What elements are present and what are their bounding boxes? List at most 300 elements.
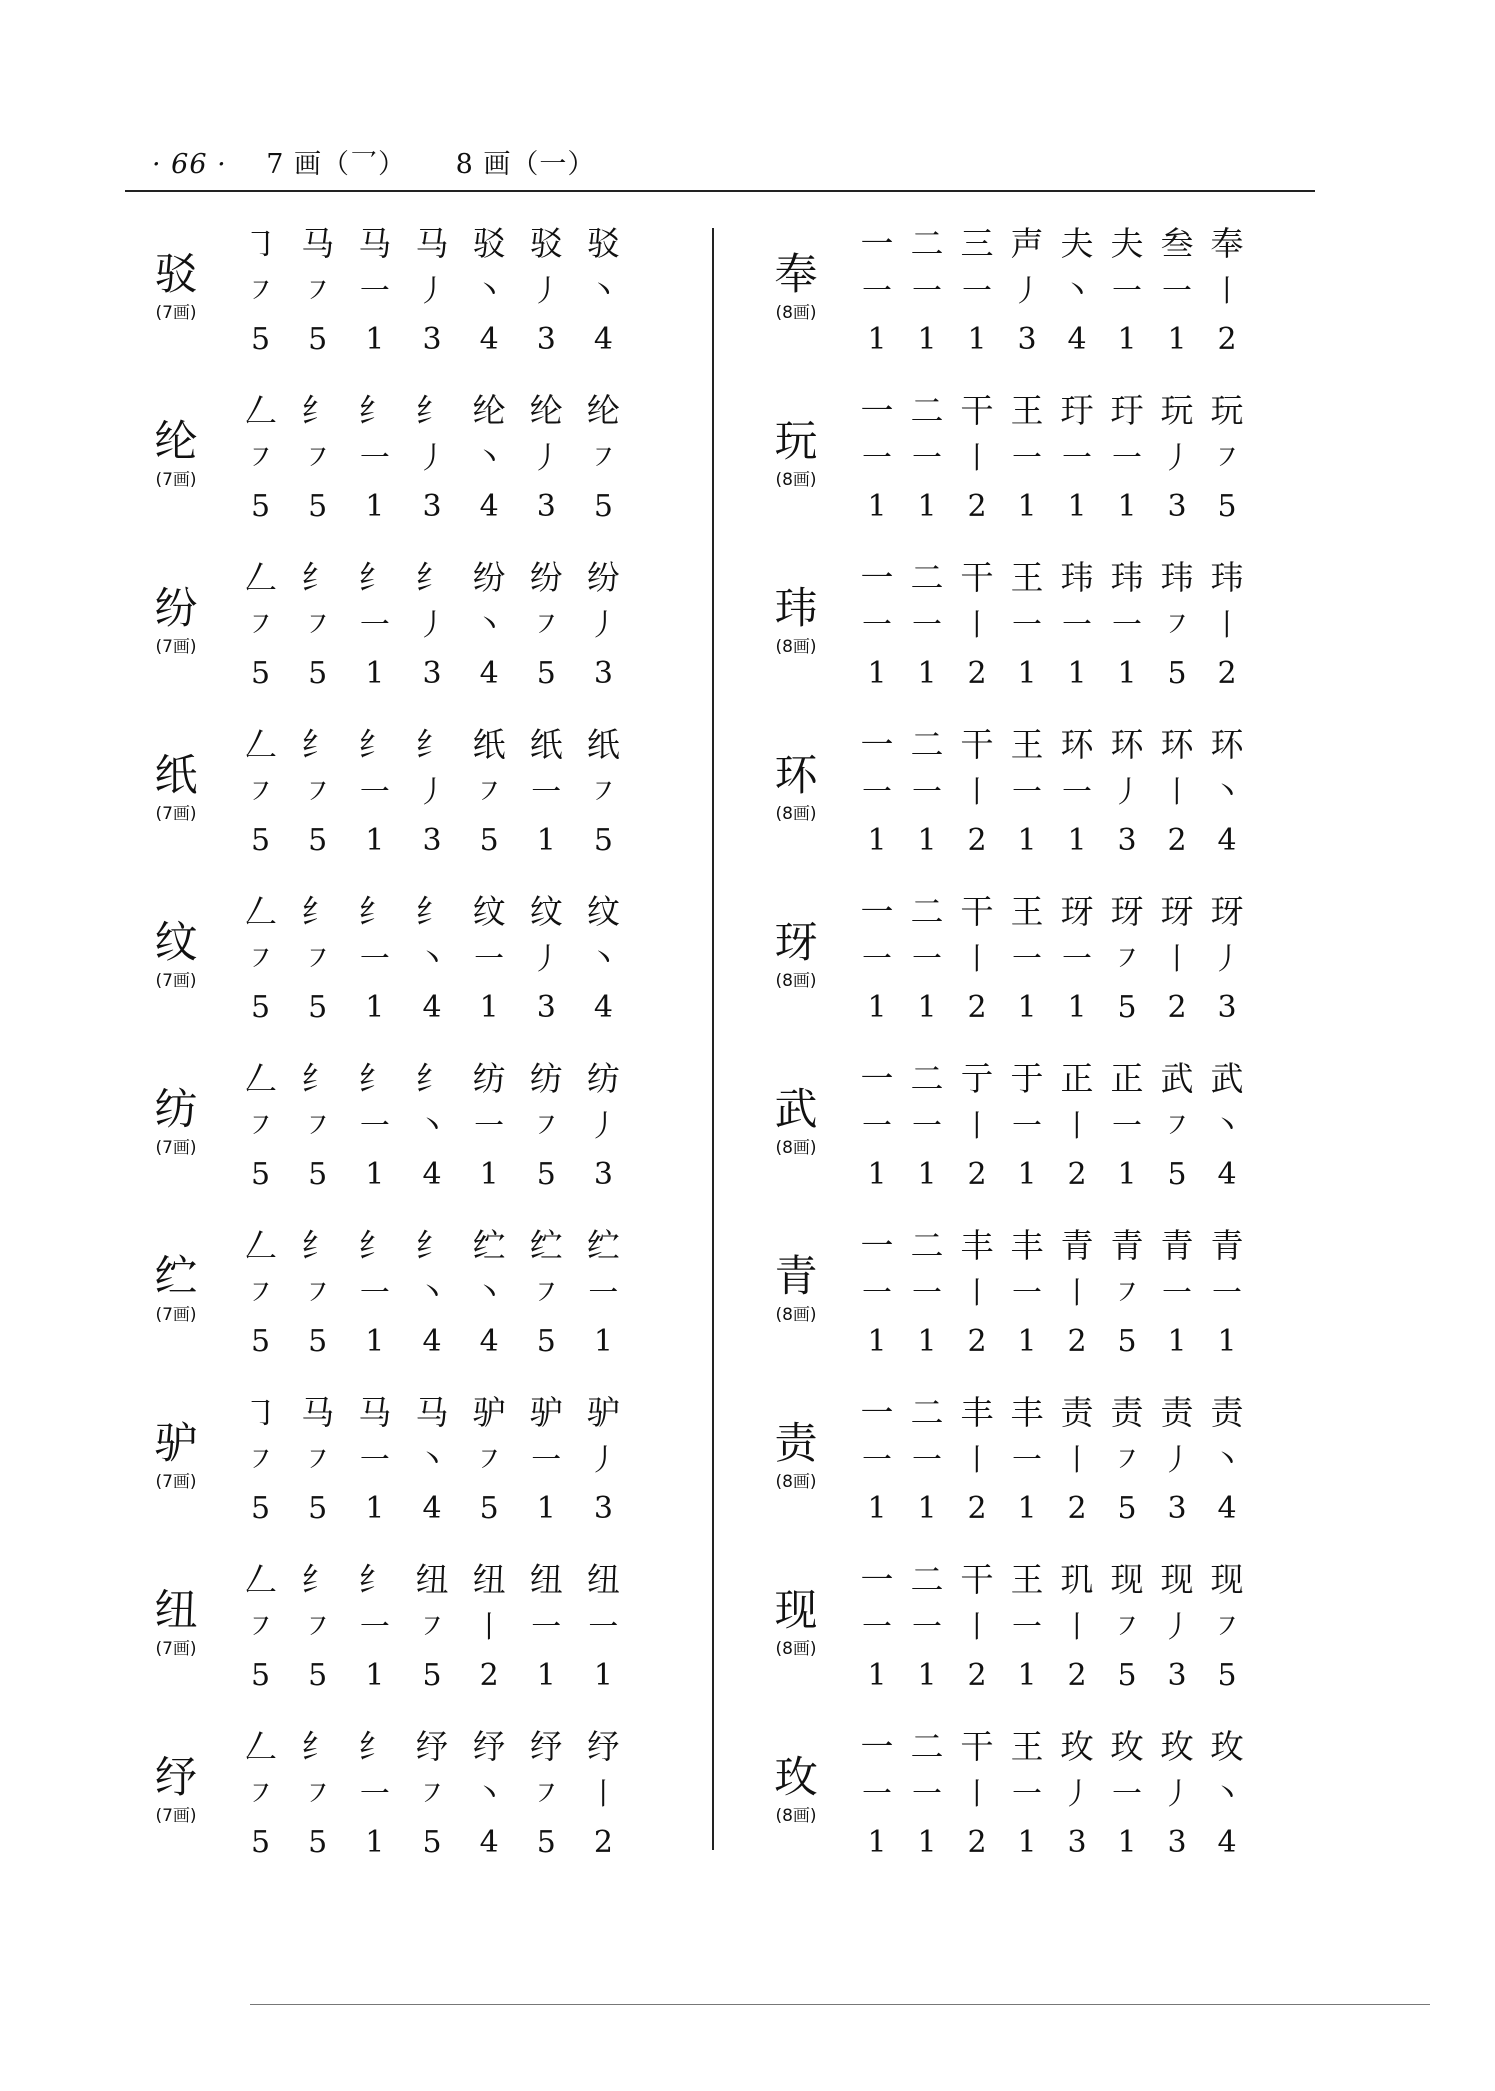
stroke-order-table (232, 1721, 632, 1869)
stroke-step: 纻 (472, 1226, 506, 1265)
stroke-code: 4 (479, 1825, 499, 1860)
stroke-code: 5 (251, 823, 271, 858)
stroke-codes-row (852, 815, 1252, 867)
headword-character: 玮 (774, 584, 818, 634)
stroke-step: 王 (1010, 558, 1044, 597)
character-entry (750, 381, 1310, 548)
stroke-step: 纽 (586, 1560, 620, 1599)
stroke-order-table (852, 385, 1252, 533)
stroke-step: 武 (1160, 1059, 1194, 1098)
stroke-shape: 一 (912, 1109, 942, 1144)
character-entry (130, 214, 690, 381)
stroke-codes-row (232, 1650, 632, 1702)
stroke-code: 1 (917, 489, 937, 524)
stroke-step: 𠃋 (244, 725, 278, 764)
stroke-sequence-row (852, 1387, 1252, 1439)
stroke-shape: 丿 (1112, 775, 1142, 810)
stroke-step: 环 (1210, 725, 1244, 764)
headword-character: 玫 (774, 1753, 818, 1803)
stroke-step: 𠃋 (244, 1560, 278, 1599)
stroke-code: 1 (365, 1658, 385, 1693)
stroke-step: 环 (1060, 725, 1094, 764)
stroke-step: 纟 (358, 1560, 392, 1599)
stroke-shape: ㇇ (531, 1276, 562, 1311)
stroke-step: 驳 (529, 224, 563, 263)
stroke-code: 1 (1017, 1491, 1037, 1526)
stroke-code: 1 (1017, 656, 1037, 691)
stroke-code: 5 (308, 1157, 328, 1192)
stroke-count-label: (7画) (155, 637, 197, 657)
stroke-step: 二 (910, 1727, 944, 1766)
stroke-code: 1 (917, 1658, 937, 1693)
stroke-code: 4 (479, 322, 499, 357)
stroke-step: 二 (910, 725, 944, 764)
stroke-code: 1 (867, 489, 887, 524)
stroke-step: 干 (960, 892, 994, 931)
entry-headword (750, 1251, 842, 1326)
stroke-code: 5 (251, 489, 271, 524)
stroke-code: 5 (308, 656, 328, 691)
stroke-shape: 丨 (1212, 608, 1242, 643)
stroke-step: 纟 (301, 892, 335, 931)
stroke-sequence-row (232, 385, 632, 437)
stroke-sequence-row (232, 1053, 632, 1105)
stroke-step: 纟 (358, 1727, 392, 1766)
stroke-code: 1 (1017, 1825, 1037, 1860)
stroke-codes-row (852, 648, 1252, 700)
stroke-code: 3 (536, 489, 556, 524)
stroke-shape: 一 (912, 1443, 942, 1478)
stroke-step: 责 (1210, 1393, 1244, 1432)
stroke-step: 纺 (529, 1059, 563, 1098)
stroke-step: 王 (1010, 1727, 1044, 1766)
stroke-step: 纟 (415, 1226, 449, 1265)
character-entry (750, 1049, 1310, 1216)
stroke-codes-row (852, 1149, 1252, 1201)
stroke-step: 纶 (472, 391, 506, 430)
stroke-step: 二 (910, 1560, 944, 1599)
stroke-code: 4 (422, 1157, 442, 1192)
stroke-step: 纺 (586, 1059, 620, 1098)
stroke-code: 5 (1167, 656, 1187, 691)
stroke-sequence-row (232, 886, 632, 938)
stroke-shape: ㇇ (531, 608, 562, 643)
stroke-shape: 一 (1012, 942, 1042, 977)
entry-headword (130, 750, 222, 825)
stroke-shape: 一 (1012, 1610, 1042, 1645)
stroke-step: 现 (1210, 1560, 1244, 1599)
stroke-code: 1 (536, 823, 556, 858)
stroke-step: 王 (1010, 391, 1044, 430)
stroke-shape: 丨 (1062, 1443, 1092, 1478)
character-entry (750, 1216, 1310, 1383)
stroke-step: 纟 (301, 1059, 335, 1098)
headword-character: 纺 (154, 1085, 198, 1135)
stroke-sequence-row (852, 1220, 1252, 1272)
stroke-code: 4 (422, 990, 442, 1025)
stroke-code: 2 (1067, 1157, 1087, 1192)
headword-character: 纸 (154, 751, 198, 801)
stroke-shape: 一 (1012, 1777, 1042, 1812)
stroke-step: 纽 (529, 1560, 563, 1599)
stroke-codes-row (852, 1650, 1252, 1702)
stroke-code: 1 (867, 1491, 887, 1526)
stroke-shape: 一 (359, 274, 390, 309)
stroke-step: 王 (1010, 1560, 1044, 1599)
stroke-step: 玗 (1060, 391, 1094, 430)
stroke-code: 3 (422, 322, 442, 357)
character-entry (130, 1550, 690, 1717)
stroke-shape: ㇇ (416, 1777, 447, 1812)
stroke-step: 责 (1110, 1393, 1144, 1432)
stroke-shape: 一 (862, 441, 892, 476)
stroke-code: 4 (479, 489, 499, 524)
stroke-step: ㇆ (244, 1393, 278, 1432)
stroke-sequence-row (232, 552, 632, 604)
stroke-shape: 一 (862, 1777, 892, 1812)
stroke-step: 纶 (586, 391, 620, 430)
stroke-order-table (852, 552, 1252, 700)
stroke-shape: ㇇ (416, 1610, 447, 1645)
stroke-step: 纹 (472, 892, 506, 931)
stroke-step: 二 (910, 1393, 944, 1432)
stroke-code: 1 (917, 823, 937, 858)
stroke-shape: 一 (862, 274, 892, 309)
stroke-step: 责 (1160, 1393, 1194, 1432)
stroke-code: 1 (867, 823, 887, 858)
stroke-shape: 一 (1062, 775, 1092, 810)
stroke-code: 1 (867, 1324, 887, 1359)
stroke-code: 5 (1117, 990, 1137, 1025)
stroke-codes-row (852, 1483, 1252, 1535)
stroke-code: 1 (1067, 656, 1087, 691)
stroke-step: 纟 (301, 1226, 335, 1265)
stroke-shape: 一 (912, 274, 942, 309)
stroke-step: 一 (860, 224, 894, 263)
headword-character: 纷 (154, 584, 198, 634)
character-entry (750, 715, 1310, 882)
stroke-code: 1 (1017, 990, 1037, 1025)
stroke-step: 驳 (472, 224, 506, 263)
stroke-shape: 丨 (962, 441, 992, 476)
stroke-step: 责 (1060, 1393, 1094, 1432)
stroke-code: 5 (251, 1825, 271, 1860)
stroke-shapes-row (232, 1272, 632, 1316)
stroke-shape: ㇇ (1112, 1443, 1142, 1478)
stroke-shape: 丶 (474, 1276, 505, 1311)
stroke-step: 纟 (415, 892, 449, 931)
stroke-shape: ㇇ (588, 775, 619, 810)
stroke-step: 马 (358, 1393, 392, 1432)
stroke-shape: ㇇ (245, 1276, 276, 1311)
stroke-codes-row (232, 314, 632, 366)
stroke-step: 一 (860, 1226, 894, 1265)
stroke-sequence-row (852, 886, 1252, 938)
stroke-shape: 丶 (416, 1109, 447, 1144)
stroke-step: 一 (860, 1393, 894, 1432)
stroke-code: 1 (1067, 823, 1087, 858)
stroke-shape: 丿 (531, 274, 562, 309)
stroke-shape: 一 (1012, 1109, 1042, 1144)
headword-character: 环 (774, 751, 818, 801)
stroke-shapes-row (232, 1773, 632, 1817)
stroke-step: 玮 (1160, 558, 1194, 597)
character-entry (750, 1383, 1310, 1550)
stroke-order-table (852, 1387, 1252, 1535)
stroke-code: 2 (1217, 322, 1237, 357)
stroke-code: 5 (1117, 1324, 1137, 1359)
stroke-shape: 丨 (588, 1777, 619, 1812)
stroke-shape: ㇇ (302, 942, 333, 977)
stroke-step: 叁 (1160, 224, 1194, 263)
entry-headword (130, 1752, 222, 1827)
stroke-shape: 一 (862, 1109, 892, 1144)
stroke-count-label: (7画) (155, 804, 197, 824)
stroke-order-table (232, 385, 632, 533)
entry-headword (750, 416, 842, 491)
stroke-step: 纟 (415, 1059, 449, 1098)
stroke-code: 2 (479, 1658, 499, 1693)
stroke-code: 3 (1067, 1825, 1087, 1860)
character-entry (130, 381, 690, 548)
stroke-code: 5 (536, 1825, 556, 1860)
stroke-step: 玡 (1060, 892, 1094, 931)
headword-character: 青 (774, 1252, 818, 1302)
stroke-code: 5 (251, 1324, 271, 1359)
stroke-shape: ㇇ (302, 1443, 333, 1478)
stroke-order-table (232, 719, 632, 867)
stroke-shapes-row (852, 1773, 1252, 1817)
stroke-shape: 丨 (1212, 274, 1242, 309)
stroke-shapes-row (232, 437, 632, 481)
stroke-step: 𠃋 (244, 1727, 278, 1766)
character-entry (750, 1717, 1310, 1884)
stroke-shape: 一 (912, 775, 942, 810)
stroke-shape: 丨 (1062, 1276, 1092, 1311)
stroke-step: 纺 (472, 1059, 506, 1098)
stroke-order-table (232, 886, 632, 1034)
stroke-shape: 一 (474, 1109, 505, 1144)
stroke-shape: 丶 (1212, 775, 1242, 810)
stroke-shape: 丿 (588, 1109, 619, 1144)
entry-headword (750, 1418, 842, 1493)
stroke-order-table (852, 719, 1252, 867)
stroke-code: 3 (593, 1491, 613, 1526)
stroke-count-label: (8画) (775, 1639, 817, 1659)
stroke-shape: 一 (962, 274, 992, 309)
stroke-shape: 丶 (474, 274, 505, 309)
stroke-shape: ㇇ (302, 441, 333, 476)
stroke-step: 马 (358, 224, 392, 263)
stroke-shape: 一 (912, 608, 942, 643)
stroke-step: 驴 (472, 1393, 506, 1432)
stroke-shape: 一 (1012, 441, 1042, 476)
stroke-shape: 丶 (588, 942, 619, 977)
stroke-code: 5 (308, 1658, 328, 1693)
stroke-code: 5 (308, 990, 328, 1025)
headword-character: 玡 (774, 918, 818, 968)
stroke-code: 1 (536, 1658, 556, 1693)
stroke-step: 纟 (358, 725, 392, 764)
column-divider (712, 228, 714, 1850)
stroke-shape: 丨 (1062, 1109, 1092, 1144)
stroke-shape: ㇇ (1162, 608, 1192, 643)
stroke-shapes-row (232, 270, 632, 314)
stroke-code: 1 (867, 990, 887, 1025)
page-header (152, 142, 635, 188)
headword-character: 纹 (154, 918, 198, 968)
stroke-shape: 一 (1012, 1276, 1042, 1311)
stroke-codes-row (232, 1483, 632, 1535)
stroke-code: 1 (1017, 823, 1037, 858)
stroke-shape: ㇇ (1212, 1610, 1242, 1645)
stroke-code: 3 (422, 656, 442, 691)
stroke-codes-row (852, 982, 1252, 1034)
stroke-step: 武 (1210, 1059, 1244, 1098)
stroke-shapes-row (232, 604, 632, 648)
stroke-shape: 一 (359, 441, 390, 476)
stroke-code: 1 (365, 1491, 385, 1526)
stroke-shape: 一 (1112, 441, 1142, 476)
stroke-code: 1 (917, 322, 937, 357)
stroke-step: 驳 (586, 224, 620, 263)
character-entry (130, 1049, 690, 1216)
stroke-step: 现 (1110, 1560, 1144, 1599)
entry-headword (130, 1418, 222, 1493)
stroke-step: 玮 (1210, 558, 1244, 597)
stroke-shape: 一 (1012, 608, 1042, 643)
stroke-shapes-row (232, 1105, 632, 1149)
character-entry (130, 548, 690, 715)
stroke-step: 纟 (358, 1059, 392, 1098)
stroke-shape: 丨 (962, 608, 992, 643)
stroke-shape: 丿 (1062, 1777, 1092, 1812)
stroke-codes-row (232, 982, 632, 1034)
stroke-shape: 一 (1062, 608, 1092, 643)
stroke-shape: 丶 (588, 274, 619, 309)
stroke-shape: 一 (1012, 775, 1042, 810)
stroke-code: 1 (917, 1324, 937, 1359)
stroke-shape: 丿 (416, 608, 447, 643)
stroke-shape: 丨 (962, 1443, 992, 1478)
stroke-code: 5 (1217, 489, 1237, 524)
stroke-step: 干 (960, 725, 994, 764)
stroke-step: 正 (1060, 1059, 1094, 1098)
stroke-code: 1 (1067, 990, 1087, 1025)
headword-character: 纾 (154, 1753, 198, 1803)
headword-character: 玩 (774, 417, 818, 467)
stroke-shape: 一 (912, 942, 942, 977)
stroke-step: 二 (910, 1059, 944, 1098)
stroke-code: 1 (867, 1157, 887, 1192)
stroke-step: 王 (1010, 892, 1044, 931)
stroke-shape: 一 (1112, 1777, 1142, 1812)
stroke-shape: 一 (912, 1276, 942, 1311)
stroke-shape: ㇇ (302, 1610, 333, 1645)
stroke-step: 玑 (1060, 1560, 1094, 1599)
stroke-shape: 丶 (416, 1443, 447, 1478)
stroke-code: 4 (1217, 1825, 1237, 1860)
stroke-step: 丰 (1010, 1393, 1044, 1432)
stroke-shape: 一 (359, 608, 390, 643)
stroke-count-label: (8画) (775, 971, 817, 991)
stroke-shape: 一 (1162, 274, 1192, 309)
entry-headword (130, 1251, 222, 1326)
headword-character: 现 (774, 1586, 818, 1636)
stroke-shape: 丶 (1212, 1443, 1242, 1478)
stroke-shape: 丶 (474, 608, 505, 643)
stroke-shape: 一 (359, 1443, 390, 1478)
stroke-code: 5 (593, 823, 613, 858)
stroke-step: 奉 (1210, 224, 1244, 263)
stroke-code: 2 (967, 1491, 987, 1526)
stroke-step: 一 (860, 725, 894, 764)
stroke-shape: ㇇ (302, 1276, 333, 1311)
stroke-code: 2 (967, 1658, 987, 1693)
stroke-shapes-row (852, 1272, 1252, 1316)
stroke-code: 1 (1117, 489, 1137, 524)
stroke-step: 纟 (301, 725, 335, 764)
stroke-sequence-row (852, 552, 1252, 604)
stroke-code: 1 (1017, 1157, 1037, 1192)
stroke-step: 青 (1110, 1226, 1144, 1265)
headword-character: 驳 (154, 250, 198, 300)
stroke-code: 3 (536, 322, 556, 357)
character-entry (130, 1717, 690, 1884)
stroke-step: 声 (1010, 224, 1044, 263)
stroke-order-table (232, 1554, 632, 1702)
stroke-shape: 一 (588, 1276, 619, 1311)
stroke-code: 1 (917, 990, 937, 1025)
stroke-count-label: (7画) (155, 1806, 197, 1826)
stroke-shape: 一 (912, 1610, 942, 1645)
stroke-step: 环 (1110, 725, 1144, 764)
stroke-order-table (852, 1053, 1252, 1201)
character-entry (130, 715, 690, 882)
stroke-code: 3 (1167, 1825, 1187, 1860)
stroke-shape: 丶 (1212, 1777, 1242, 1812)
stroke-step: 二 (910, 391, 944, 430)
stroke-step: 干 (960, 1727, 994, 1766)
stroke-code: 5 (251, 990, 271, 1025)
stroke-shapes-row (232, 938, 632, 982)
stroke-shape: 丨 (962, 1276, 992, 1311)
stroke-shape: 一 (359, 775, 390, 810)
stroke-code: 2 (967, 1825, 987, 1860)
stroke-code: 5 (422, 1825, 442, 1860)
stroke-shape: 一 (359, 1276, 390, 1311)
stroke-step: 玡 (1110, 892, 1144, 931)
stroke-step: 驴 (586, 1393, 620, 1432)
stroke-code: 5 (536, 1324, 556, 1359)
stroke-code: 1 (867, 656, 887, 691)
stroke-step: 丰 (960, 1393, 994, 1432)
entry-headword (130, 416, 222, 491)
entry-headword (750, 917, 842, 992)
stroke-shape: 一 (862, 775, 892, 810)
stroke-step: 𠃋 (244, 1226, 278, 1265)
stroke-codes-row (232, 648, 632, 700)
stroke-code: 1 (917, 1491, 937, 1526)
stroke-shape: ㇇ (245, 274, 276, 309)
stroke-shape: 丿 (416, 775, 447, 810)
stroke-code: 3 (593, 656, 613, 691)
stroke-code: 5 (1217, 1658, 1237, 1693)
stroke-step: 三 (960, 224, 994, 263)
stroke-shape: 丿 (416, 274, 447, 309)
stroke-shape: 丨 (962, 1610, 992, 1645)
stroke-code: 3 (1167, 489, 1187, 524)
